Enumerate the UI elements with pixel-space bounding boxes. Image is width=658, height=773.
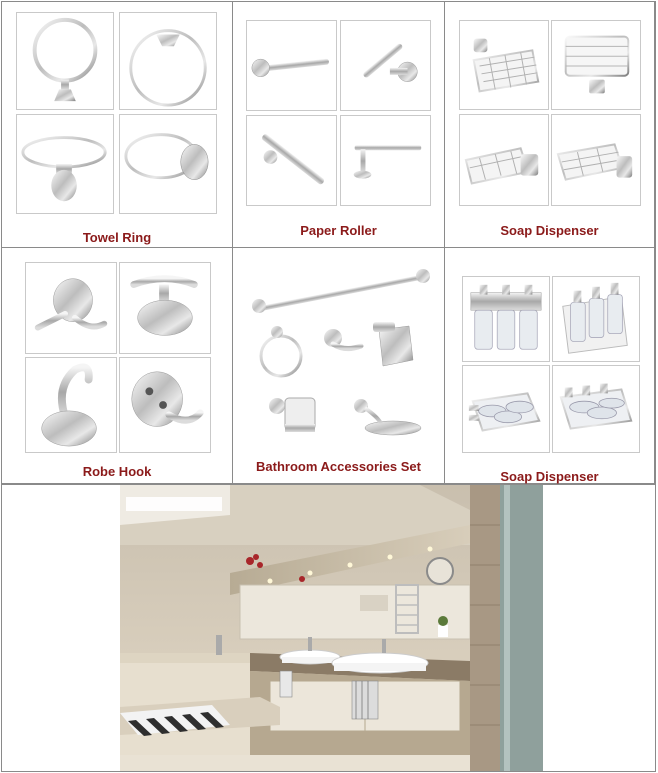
robe-hook-icon <box>26 263 116 353</box>
robe-hook-thumb[interactable] <box>119 262 211 354</box>
soap-basket-icon <box>552 21 640 109</box>
towel-ring-cell[interactable] <box>2 2 233 248</box>
towel-ring-thumb[interactable] <box>16 114 114 214</box>
robe-hook-thumb[interactable] <box>119 357 211 453</box>
soap-dispenser-thumb[interactable] <box>552 276 640 362</box>
soap-dispenser-icon <box>463 366 549 452</box>
towel-ring-thumb[interactable] <box>119 114 217 214</box>
paper-roller-icon <box>247 116 336 205</box>
soap-dispenser-thumb[interactable] <box>462 276 550 362</box>
paper-roller-icon <box>341 21 430 110</box>
product-grid <box>1 1 656 484</box>
robe-hook-icon <box>120 358 210 452</box>
category-title: Soap Dispenser <box>500 469 599 484</box>
soap-dispenser-cell[interactable] <box>445 248 655 484</box>
category-title: Soap Dispenser <box>500 223 599 238</box>
soap-dispenser-icon <box>553 366 639 452</box>
soap-dispenser-thumb[interactable] <box>462 365 550 453</box>
soap-basket-thumb[interactable] <box>459 20 549 110</box>
soap-basket-icon <box>552 115 640 205</box>
towel-ring-icon <box>120 115 216 213</box>
bathroom-accessories-set-icon <box>233 256 445 446</box>
paper-roller-icon <box>341 116 430 205</box>
towel-ring-icon <box>17 13 113 109</box>
soap-dispenser-cell[interactable] <box>445 2 655 248</box>
accessories-set-cell[interactable] <box>233 248 445 484</box>
bathroom-interior-photo <box>120 485 543 771</box>
paper-roller-thumb[interactable] <box>246 20 337 111</box>
robe-hook-cell[interactable] <box>2 248 233 484</box>
category-title: Towel Ring <box>82 230 152 245</box>
soap-basket-thumb[interactable] <box>551 114 641 206</box>
soap-dispenser-thumb[interactable] <box>552 365 640 453</box>
robe-hook-thumb[interactable] <box>25 357 117 453</box>
paper-roller-thumb[interactable] <box>246 115 337 206</box>
paper-roller-thumb[interactable] <box>340 115 431 206</box>
soap-dispenser-icon <box>553 277 639 361</box>
category-title: Robe Hook <box>82 464 152 479</box>
towel-ring-icon <box>17 115 113 213</box>
soap-basket-thumb[interactable] <box>551 20 641 110</box>
paper-roller-icon <box>247 21 336 110</box>
towel-ring-thumb[interactable] <box>119 12 217 110</box>
paper-roller-thumb[interactable] <box>340 20 431 111</box>
soap-basket-icon <box>460 115 548 205</box>
category-title: Paper Roller <box>300 223 377 238</box>
soap-basket-thumb[interactable] <box>459 114 549 206</box>
robe-hook-icon <box>120 263 210 353</box>
towel-ring-thumb[interactable] <box>16 12 114 110</box>
robe-hook-icon <box>26 358 116 452</box>
soap-basket-icon <box>460 21 548 109</box>
paper-roller-cell[interactable] <box>233 2 445 248</box>
soap-dispenser-icon <box>463 277 549 361</box>
bathroom-photo-frame <box>1 484 656 772</box>
towel-ring-icon <box>120 13 216 109</box>
robe-hook-thumb[interactable] <box>25 262 117 354</box>
category-title: Bathroom Accessories Set <box>256 459 421 474</box>
